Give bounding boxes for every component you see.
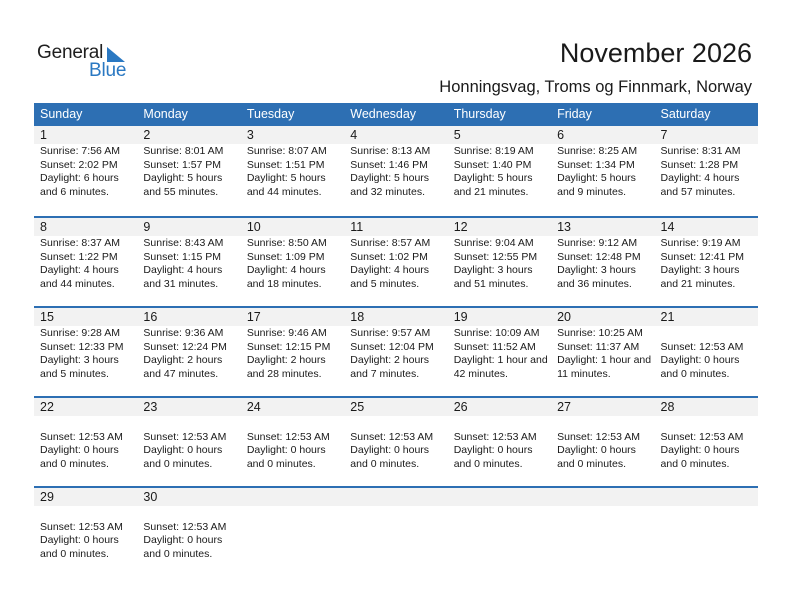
daylight-minutes-text: and 0 minutes.: [660, 367, 730, 380]
sunset-text: [247, 521, 344, 535]
daylight-minutes-text: and 51 minutes.: [453, 277, 529, 290]
day-number: 19: [453, 310, 468, 324]
daylight-minutes-text: and 0 minutes.: [246, 457, 316, 470]
location-subtitle: Honningsvag, Troms og Finnmark, Norway: [439, 78, 752, 96]
sunset-text: Sunset: 12:53 AM: [40, 430, 123, 443]
daylight-text: Daylight: 4 hours: [246, 264, 326, 277]
day-number: 3: [246, 128, 254, 142]
week-row: [34, 486, 758, 576]
daylight-text: Daylight: 1 hour and: [557, 354, 652, 367]
day-number: 10: [246, 220, 261, 234]
sunrise-text: [247, 507, 344, 521]
day-number: 18: [350, 310, 365, 324]
sunset-text: Sunset: 1:09 PM: [246, 250, 325, 263]
day-number: 6: [557, 128, 565, 142]
daylight-text: Daylight: 1 hour and: [453, 354, 548, 367]
sunrise-text: Sunrise: 8:19 AM: [453, 145, 534, 157]
sunset-text: Sunset: 12:53 AM: [453, 430, 537, 443]
sunset-text: Sunset: 12:24 PM: [143, 340, 227, 353]
sunrise-text: [454, 417, 551, 431]
sunset-text: Sunset: 12:53 AM: [40, 520, 123, 533]
day-number: 15: [40, 310, 54, 324]
day-info-row: [34, 416, 758, 471]
daylight-minutes-text: and 47 minutes.: [143, 367, 219, 380]
day-number: 21: [660, 310, 675, 324]
daylight-text: Daylight: 0 hours: [350, 444, 430, 457]
day-cell: [448, 144, 551, 199]
day-info-row: [34, 236, 758, 291]
daylight-minutes-text: and 21 minutes.: [453, 185, 529, 198]
daylight-text: [661, 534, 758, 548]
weekday-monday: Monday: [143, 107, 188, 121]
sunrise-text: [661, 327, 758, 341]
day-number: 28: [660, 400, 675, 414]
day-cell: [241, 236, 344, 291]
day-number: 22: [40, 400, 54, 414]
week-row: [34, 306, 758, 396]
weekday-saturday: Saturday: [660, 107, 711, 121]
daylight-text: Daylight: 0 hours: [557, 444, 636, 457]
day-cell: [551, 506, 654, 561]
sunrise-text: [661, 417, 758, 431]
day-cell: [551, 326, 654, 381]
sunset-text: Sunset: 1:15 PM: [143, 250, 222, 263]
day-number: 1: [40, 128, 47, 142]
sunset-text: Sunset: 12:15 PM: [246, 340, 331, 353]
sunrise-text: [557, 507, 654, 521]
date-band: [34, 396, 758, 416]
sunrise-text: [143, 507, 240, 521]
daylight-text: Daylight: 4 hours: [40, 264, 119, 277]
sunset-text: Sunset: 1:34 PM: [557, 158, 635, 171]
sunset-text: Sunset: 12:04 PM: [350, 340, 434, 353]
sunset-text: [454, 521, 551, 535]
sunset-text: Sunset: 12:55 PM: [453, 250, 538, 263]
sunrise-text: Sunrise: 8:25 AM: [557, 145, 638, 157]
daylight-minutes-text: [454, 548, 551, 562]
day-number: 24: [246, 400, 261, 414]
daylight-text: Daylight: 2 hours: [246, 354, 326, 367]
daylight-minutes-text: and 21 minutes.: [660, 277, 736, 290]
day-cell: [344, 326, 447, 381]
daylight-minutes-text: and 6 minutes.: [40, 185, 109, 198]
sunset-text: Sunset: 12:53 AM: [557, 430, 640, 443]
sunrise-text: Sunrise: 9:04 AM: [453, 237, 534, 249]
daylight-text: Daylight: 3 hours: [557, 264, 636, 277]
daylight-minutes-text: and 0 minutes.: [40, 547, 109, 560]
day-cell: [655, 416, 758, 471]
day-cell: [344, 506, 447, 561]
daylight-text: Daylight: 0 hours: [40, 534, 119, 547]
sunset-text: Sunset: 12:53 AM: [246, 430, 330, 443]
day-cell: [241, 144, 344, 199]
daylight-text: Daylight: 3 hours: [453, 264, 533, 277]
daylight-text: Daylight: 3 hours: [40, 354, 119, 367]
sunset-text: [350, 521, 447, 535]
day-number: 9: [143, 220, 151, 234]
day-number: 2: [143, 128, 151, 142]
day-cell: [137, 416, 240, 471]
day-cell: [241, 416, 344, 471]
day-cell: [551, 416, 654, 471]
weekday-sunday: Sunday: [40, 107, 83, 121]
sunrise-text: [454, 507, 551, 521]
day-cell: [241, 506, 344, 561]
day-cell: [137, 506, 240, 561]
weekday-wednesday: Wednesday: [350, 107, 417, 121]
day-cell: [448, 236, 551, 291]
day-number: 17: [246, 310, 261, 324]
daylight-minutes-text: and 0 minutes.: [557, 457, 626, 470]
sunset-text: Sunset: 1:46 PM: [350, 158, 428, 171]
sunrise-text: [247, 417, 344, 431]
week-row: [34, 396, 758, 486]
daylight-text: Daylight: 4 hours: [660, 172, 740, 185]
sunset-text: Sunset: 12:53 AM: [660, 340, 744, 353]
day-number: 13: [557, 220, 572, 234]
sunrise-text: [350, 507, 447, 521]
daylight-text: Daylight: 0 hours: [660, 354, 740, 367]
daylight-minutes-text: [247, 548, 344, 562]
daylight-minutes-text: and 18 minutes.: [246, 277, 322, 290]
daylight-minutes-text: and 0 minutes.: [350, 457, 420, 470]
day-number: [655, 488, 758, 506]
sunset-text: Sunset: 12:48 PM: [557, 250, 641, 263]
logo-text-blue: Blue: [89, 60, 127, 81]
daylight-text: Daylight: 5 hours: [350, 172, 430, 185]
daylight-text: Daylight: 5 hours: [453, 172, 533, 185]
sunrise-text: [40, 507, 137, 521]
sunrise-text: Sunrise: 10:09 AM: [453, 327, 540, 339]
sunset-text: Sunset: 11:52 AM: [453, 340, 536, 353]
day-cell: [34, 506, 137, 561]
day-number: 11: [350, 220, 364, 234]
day-number: [448, 488, 551, 506]
day-cell: [344, 144, 447, 199]
day-number: 8: [40, 220, 47, 234]
day-number: [551, 488, 654, 506]
day-cell: [34, 236, 137, 291]
day-number: [241, 488, 344, 506]
day-cell: [448, 506, 551, 561]
sunset-text: Sunset: 1:02 PM: [350, 250, 428, 263]
daylight-minutes-text: 11 minutes.: [557, 367, 611, 380]
calendar-grid: [34, 103, 758, 576]
daylight-text: Daylight: 5 hours: [557, 172, 636, 185]
weekday-friday: Friday: [557, 107, 592, 121]
sunrise-text: Sunrise: 9:19 AM: [660, 237, 741, 249]
sunrise-text: Sunrise: 8:31 AM: [660, 145, 741, 157]
day-number: 12: [453, 220, 468, 234]
sunrise-text: [557, 417, 654, 431]
sunrise-text: Sunrise: 8:37 AM: [40, 237, 120, 249]
day-number: 7: [660, 128, 668, 142]
sunrise-text: [143, 417, 240, 431]
sunset-text: Sunset: 2:02 PM: [40, 158, 118, 171]
daylight-minutes-text: [557, 548, 654, 562]
daylight-text: Daylight: 0 hours: [660, 444, 740, 457]
date-band: [34, 126, 758, 144]
day-number: [344, 488, 447, 506]
daylight-text: Daylight: 0 hours: [246, 444, 326, 457]
daylight-minutes-text: and 0 minutes.: [660, 457, 730, 470]
daylight-minutes-text: [661, 548, 758, 562]
sunset-text: Sunset: 1:28 PM: [660, 158, 739, 171]
day-number: 16: [143, 310, 158, 324]
day-number: 4: [350, 128, 358, 142]
daylight-minutes-text: and 36 minutes.: [557, 277, 632, 290]
daylight-text: Daylight: 2 hours: [350, 354, 430, 367]
sunrise-text: Sunrise: 9:28 AM: [40, 327, 120, 339]
sunrise-text: Sunrise: 8:13 AM: [350, 145, 431, 157]
logo-text-general: General: [37, 42, 104, 63]
date-band: [34, 486, 758, 506]
daylight-minutes-text: and 44 minutes.: [246, 185, 322, 198]
day-number: 30: [143, 490, 158, 504]
daylight-text: Daylight: 3 hours: [660, 264, 740, 277]
sunrise-text: Sunrise: 9:12 AM: [557, 237, 638, 249]
sunrise-text: Sunrise: 8:07 AM: [246, 145, 327, 157]
daylight-text: Daylight: 0 hours: [453, 444, 533, 457]
daylight-minutes-text: 42 minutes.: [453, 367, 508, 380]
day-cell: [34, 326, 137, 381]
weekday-thursday: Thursday: [453, 107, 506, 121]
daylight-text: Daylight: 2 hours: [143, 354, 223, 367]
daylight-text: Daylight: 6 hours: [40, 172, 119, 185]
day-info-row: [34, 326, 758, 381]
daylight-text: Daylight: 4 hours: [350, 264, 430, 277]
daylight-text: Daylight: 5 hours: [143, 172, 223, 185]
date-band: [34, 306, 758, 326]
daylight-minutes-text: and 31 minutes.: [143, 277, 219, 290]
day-cell: [655, 144, 758, 199]
daylight-text: Daylight: 0 hours: [40, 444, 119, 457]
daylight-text: Daylight: 0 hours: [143, 444, 223, 457]
daylight-minutes-text: and 0 minutes.: [143, 457, 213, 470]
day-cell: [241, 326, 344, 381]
daylight-text: Daylight: 0 hours: [143, 534, 223, 547]
sunset-text: Sunset: 12:53 AM: [143, 520, 227, 533]
day-number: 26: [453, 400, 468, 414]
daylight-text: Daylight: 5 hours: [246, 172, 326, 185]
daylight-minutes-text: and 44 minutes.: [40, 277, 115, 290]
sunset-text: Sunset: 12:53 AM: [660, 430, 744, 443]
day-number: 5: [453, 128, 461, 142]
daylight-minutes-text: and 55 minutes.: [143, 185, 219, 198]
sunset-text: Sunset: 1:22 PM: [40, 250, 118, 263]
daylight-text: [454, 534, 551, 548]
day-number: 27: [557, 400, 572, 414]
daylight-text: [247, 534, 344, 548]
sunset-text: Sunset: 1:40 PM: [453, 158, 532, 171]
sunset-text: Sunset: 12:53 AM: [143, 430, 227, 443]
sunrise-text: [40, 417, 137, 431]
generalblue-logo: [37, 42, 137, 82]
sunrise-text: Sunrise: 9:36 AM: [143, 327, 224, 339]
sunset-text: [557, 521, 654, 535]
sunrise-text: Sunrise: 9:46 AM: [246, 327, 327, 339]
day-cell: [137, 326, 240, 381]
day-cell: [655, 326, 758, 381]
daylight-minutes-text: and 7 minutes.: [350, 367, 420, 380]
day-cell: [344, 236, 447, 291]
day-cell: [551, 236, 654, 291]
week-row: [34, 216, 758, 306]
day-number: 29: [40, 490, 54, 504]
sunset-text: Sunset: 12:33 PM: [40, 340, 124, 353]
date-band: [34, 216, 758, 236]
sunset-text: Sunset: 11:37 AM: [557, 340, 640, 353]
day-number: 23: [143, 400, 158, 414]
day-number: 20: [557, 310, 572, 324]
daylight-minutes-text: and 0 minutes.: [40, 457, 109, 470]
daylight-minutes-text: and 0 minutes.: [453, 457, 523, 470]
daylight-text: [557, 534, 654, 548]
daylight-minutes-text: and 9 minutes.: [557, 185, 626, 198]
day-cell: [137, 236, 240, 291]
sunset-text: [661, 521, 758, 535]
sunrise-text: [350, 417, 447, 431]
day-cell: [655, 506, 758, 561]
daylight-minutes-text: and 5 minutes.: [40, 367, 109, 380]
sunrise-text: Sunrise: 10:25 AM: [557, 327, 643, 339]
daylight-minutes-text: and 0 minutes.: [143, 547, 213, 560]
sunrise-text: Sunrise: 9:57 AM: [350, 327, 431, 339]
sunset-text: Sunset: 12:41 PM: [660, 250, 744, 263]
day-number: 25: [350, 400, 365, 414]
week-row: [34, 126, 758, 216]
sunset-text: Sunset: 12:53 AM: [350, 430, 434, 443]
daylight-text: Daylight: 4 hours: [143, 264, 223, 277]
weekday-tuesday: Tuesday: [246, 107, 295, 121]
weekday-header: [34, 103, 758, 126]
page-title: November 2026: [559, 38, 752, 68]
day-cell: [655, 236, 758, 291]
day-cell: [137, 144, 240, 199]
daylight-minutes-text: [350, 548, 447, 562]
day-number: 14: [660, 220, 675, 234]
day-info-row: [34, 506, 758, 561]
sunrise-text: Sunrise: 8:01 AM: [143, 145, 224, 157]
day-cell: [551, 144, 654, 199]
sunrise-text: Sunrise: 8:50 AM: [246, 237, 327, 249]
day-cell: [34, 144, 137, 199]
daylight-minutes-text: and 5 minutes.: [350, 277, 420, 290]
day-cell: [448, 416, 551, 471]
daylight-minutes-text: and 32 minutes.: [350, 185, 425, 198]
day-cell: [344, 416, 447, 471]
day-cell: [448, 326, 551, 381]
daylight-minutes-text: and 57 minutes.: [660, 185, 736, 198]
sunset-text: Sunset: 1:51 PM: [246, 158, 325, 171]
day-cell: [34, 416, 137, 471]
day-info-row: [34, 144, 758, 199]
sunrise-text: [661, 507, 758, 521]
daylight-text: [350, 534, 447, 548]
sunset-text: Sunset: 1:57 PM: [143, 158, 222, 171]
sunrise-text: Sunrise: 8:57 AM: [350, 237, 431, 249]
sunrise-text: Sunrise: 7:56 AM: [40, 145, 120, 157]
daylight-minutes-text: and 28 minutes.: [246, 367, 322, 380]
sunrise-text: Sunrise: 8:43 AM: [143, 237, 224, 249]
